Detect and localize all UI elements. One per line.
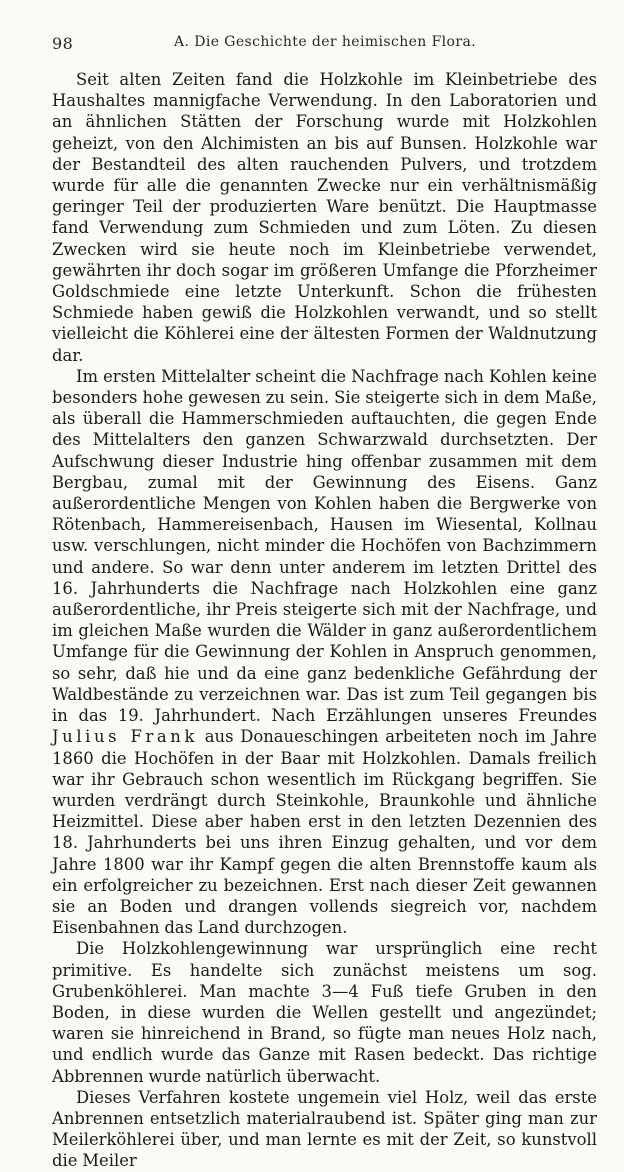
running-title: A. Die Geschichte der heimischen Flora. [174, 34, 477, 50]
body-text [52, 69, 597, 1172]
paragraph-text: Im ersten Mittelalter scheint die Nachfrage nach Kohlen keine besonders hohe gewesen zu sein. Sie steigerte sich in dem Maße, als überall die Hammerschmieden auftauchten, die gegen Ende des Mittelalters den ganzen Schwarzwald durchsetzten. Der Aufschwung dieser Industrie hing offenbar zusammen mit dem Bergbau, zumal mit der Gewinnung des Eisens. Ganz außerordentliche Mengen von Kohlen haben die Bergwerke von Rötenbach, Hammereisenbach, Hausen im Wiesental, Kollnau usw. verschlungen, nicht minder die Hochöfen von Bachzimmern und andere. So war denn unter anderem im letzten Drittel des 16. Jahrhunderts die Nachfrage nach Holzkohlen eine ganz außerordentliche, ihr Preis steigerte sich mit der Nachfrage, und im gleichen Maße wurden die Wälder in ganz außerordentlichem Umfange für die Gewinnung der Kohlen in Anspruch genommen, so sehr, daß hie und da eine ganz bedenkliche Gefährdung der Waldbestände zu verzeichnen war. Das ist zum Teil gegangen bis in das 19. Jahrhundert. Nach Erzählungen unseres Freundes [52, 366, 597, 726]
paragraph-pit-charcoal [52, 938, 597, 1086]
paragraph-text: Seit alten Zeiten fand die Holzkohle im Kleinbetriebe des Haushaltes mannigfache Verwendung. In den Laboratorien und an ähnlichen Stätten der Forschung wurde mit Holzkohlen geheizt, von den Alchimisten an bis auf Bunsen. Holzkohle war der Bestandteil des alten rauchenden Pulvers, und trotzdem wurde für alle die genannten Zwecke nur ein verhältnismäßig geringer Teil der produzierten Ware benützt. Die Hauptmasse fand Verwendung zum Schmieden und zum Löten. Zu diesen Zwecken wird sie heute noch im Kleinbetriebe verwendet, gewährten ihr doch sogar im größeren Umfange die Pforzheimer Goldschmiede eine letzte Unterkunft. Schon die frühesten Schmiede haben gewiß die Holzkohlen verwandt, und so stellt vielleicht die Köhlerei eine der ältesten Formen der Waldnutzung dar. [52, 70, 597, 365]
paragraph-text: Die Holzkohlengewinnung war ursprünglich eine recht primitive. Es handelte sich zunächst meistens um sog. Grubenköhlerei. Man machte 3—4 Fuß tiefe Gruben in den Boden, in diese wurden die Wellen gestellt und angezündet; waren sie hinreichend in Brand, so fügte man neues Holz nach, und endlich wurde das Ganze mit Rasen bedeckt. Das richtige Abbrennen wurde natürlich überwacht. [52, 939, 597, 1086]
paragraph-charcoal-uses [52, 69, 597, 366]
paragraph-kiln-charcoal [52, 1087, 597, 1172]
paragraph-text: aus Donaueschingen arbeiteten noch im Jahre 1860 die Hochöfen in der Baar mit Holzkohlen. Damals freilich war ihr Gebrauch schon wesentlich im Rückgang begriffen. Sie wurden verdrängt durch Steinkohle, Braunkohle und ähnliche Heizmittel. Diese aber haben erst in den letzten Dezennien des 18. Jahrhunderts bei uns ihren Einzug gehalten, und vor dem Jahre 1800 war ihr Kampf gegen die alten Brennstoffe kaum als ein erfolgreicher zu bezeichnen. Erst nach dieser Zeit gewannen sie an Boden und drangen vollends siegreich vor, nachdem Eisenbahnen das Land durchzogen. [52, 727, 597, 938]
running-header [52, 34, 597, 56]
paragraph-text: Dieses Verfahren kostete ungemein viel Holz, weil das erste Anbrennen entsetzlich materialraubend ist. Später ging man zur Meilerköhlerei über, und man lernte es mit der Zeit, so kunstvoll die Meiler [52, 1087, 597, 1171]
person-name: Julius Frank [52, 727, 198, 747]
paragraph-middle-ages-demand [52, 366, 597, 938]
page-number: 98 [52, 34, 74, 53]
